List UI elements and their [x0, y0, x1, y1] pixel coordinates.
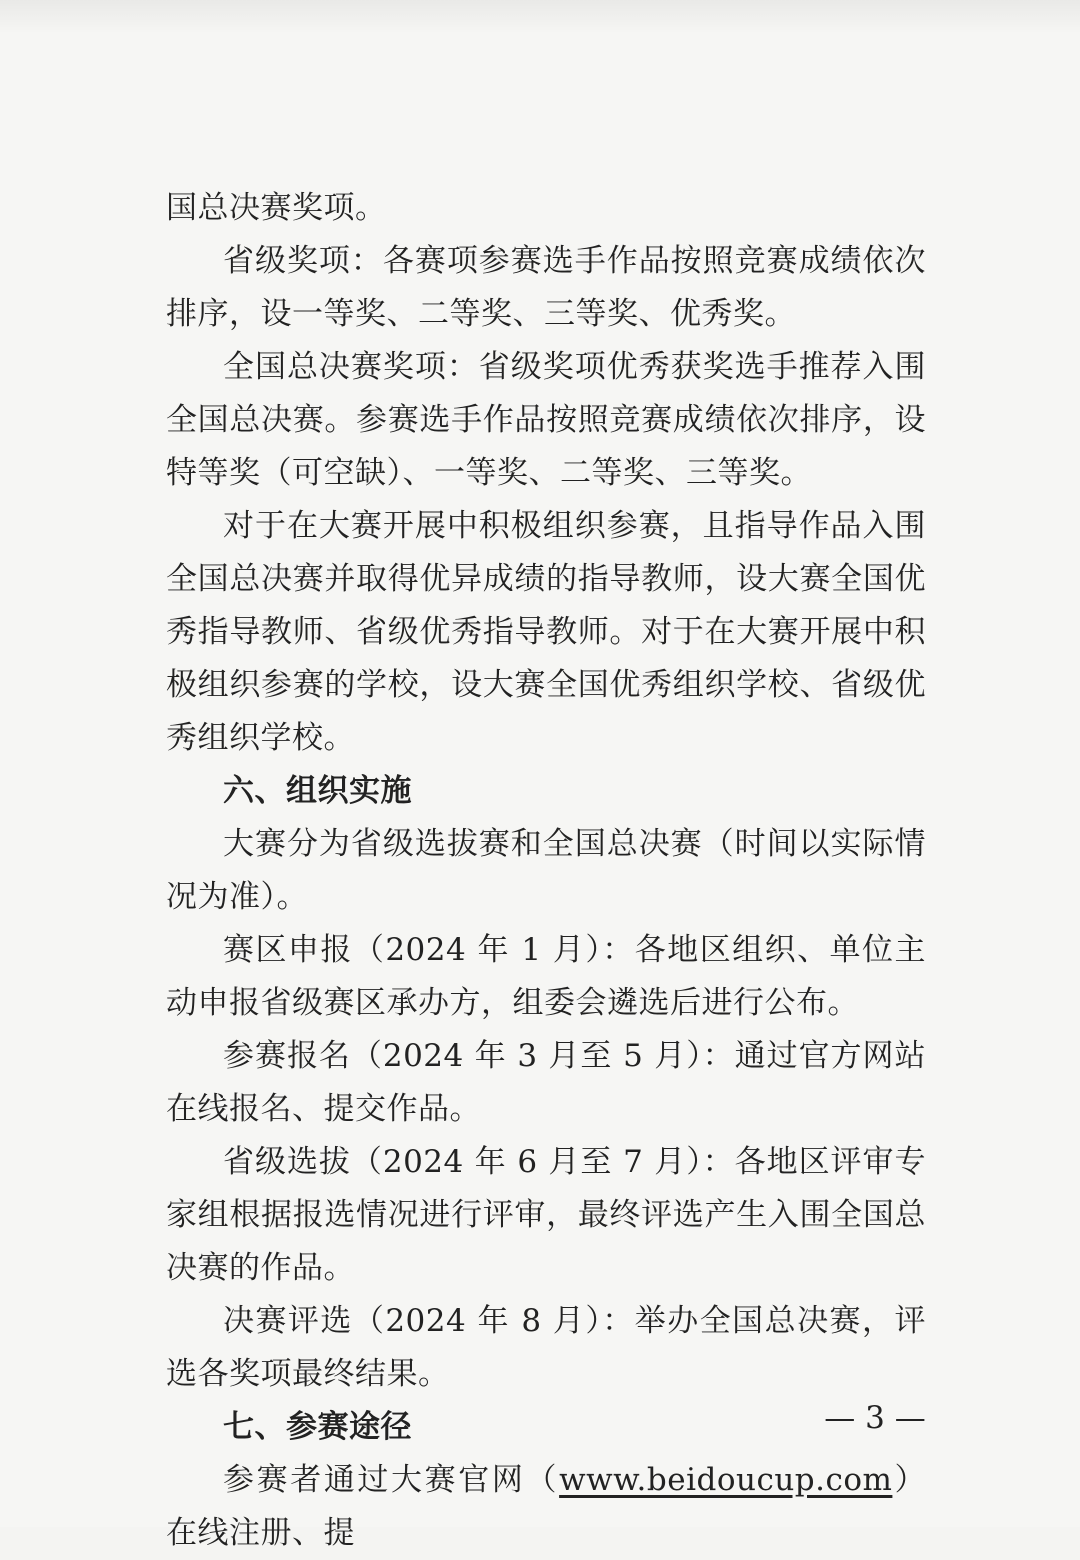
official-website-link[interactable]: www.beidoucup.com [559, 1462, 893, 1498]
section-6-heading: 六、组织实施 [223, 773, 412, 809]
region-application-paragraph: 赛区申报（2024 年 1 月）：各地区组织、单位主动申报省级赛区承办方，组委会遴选后进行公布。 [166, 932, 926, 1021]
document-content [166, 182, 926, 1560]
section-7-heading: 七、参赛途径 [223, 1409, 412, 1445]
national-awards-paragraph: 全国总决赛奖项：省级奖项优秀获奖选手推荐入围全国总决赛。参赛选手作品按照竞赛成绩依次排序，设特等奖（可空缺）、一等奖、二等奖、三等奖。 [166, 349, 926, 491]
provincial-awards-paragraph: 省级奖项：各赛项参赛选手作品按照竞赛成绩依次排序，设一等奖、二等奖、三等奖、优秀奖。 [166, 243, 926, 332]
teacher-school-awards-paragraph: 对于在大赛开展中积极组织参赛，且指导作品入围全国总决赛并取得优异成绩的指导教师，设大赛全国优秀指导教师、省级优秀指导教师。对于在大赛开展中积极组织参赛的学校，设大赛全国优秀组织学校、省级优秀组织学校。 [166, 508, 926, 756]
participation-prefix: 参赛者通过大赛官网（ [223, 1462, 560, 1498]
continued-paragraph: 国总决赛奖项。 [166, 190, 387, 226]
participation-path-paragraph [166, 1454, 926, 1560]
final-selection-paragraph: 决赛评选（2024 年 8 月）：举办全国总决赛，评选各奖项最终结果。 [166, 1303, 926, 1392]
registration-paragraph: 参赛报名（2024 年 3 月至 5 月）：通过官方网站在线报名、提交作品。 [166, 1038, 926, 1127]
page-number: — 3 — [824, 1400, 926, 1436]
scan-shadow [0, 0, 1080, 34]
participation-suffix: ）在线注册、提 [166, 1462, 927, 1551]
competition-stages-paragraph: 大赛分为省级选拔赛和全国总决赛（时间以实际情况为准）。 [166, 826, 926, 915]
provincial-selection-paragraph: 省级选拔（2024 年 6 月至 7 月）：各地区评审专家组根据报选情况进行评审，最终评选产生入围全国总决赛的作品。 [166, 1144, 926, 1286]
